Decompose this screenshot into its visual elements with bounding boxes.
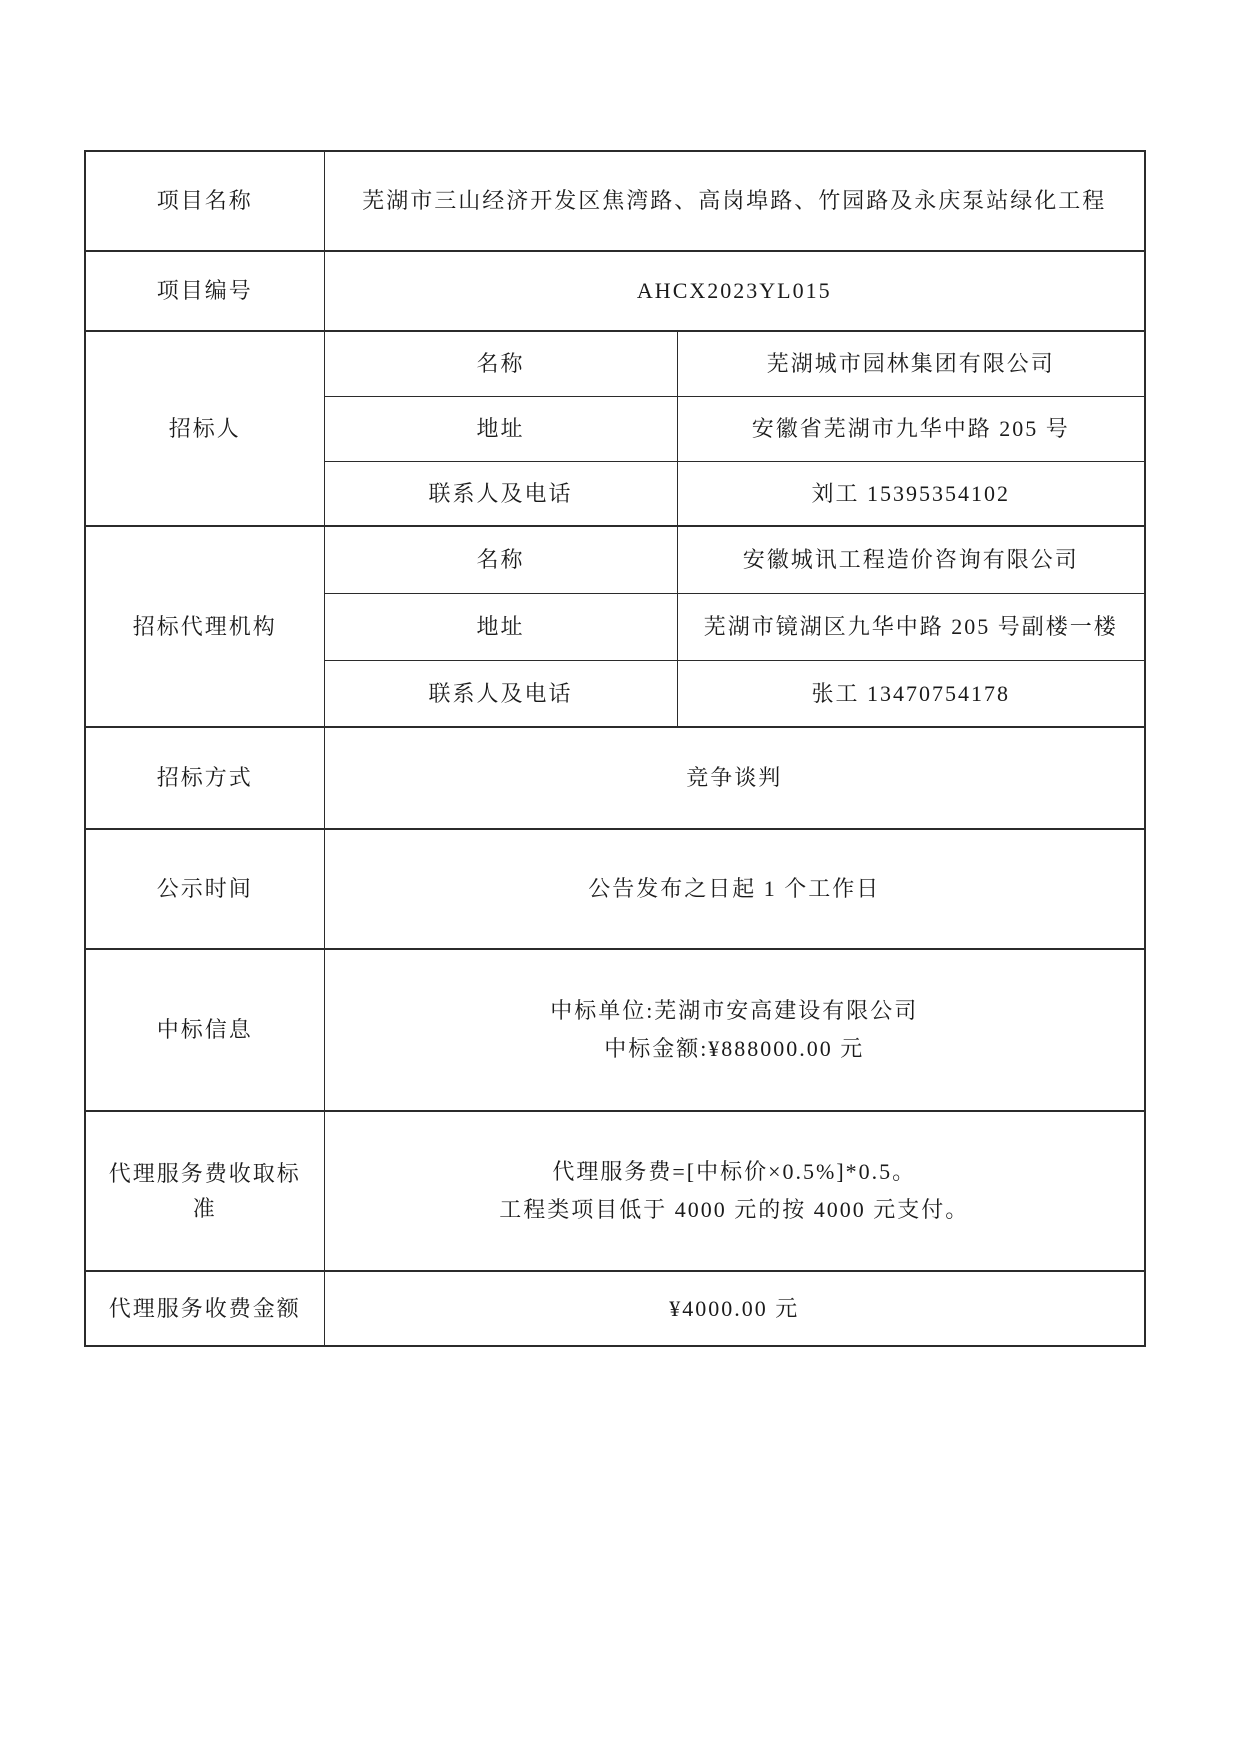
- agency-fee-standard-value: [324, 1111, 1145, 1271]
- table-row: [85, 829, 1145, 949]
- award-info-label: 中标信息: [85, 949, 324, 1111]
- agency-address-label: 地址: [324, 593, 677, 660]
- publicity-period-label: 公示时间: [85, 829, 324, 949]
- table-row: [85, 727, 1145, 829]
- agency-contact-label: 联系人及电话: [324, 660, 677, 727]
- agency-fee-amount-value: ¥4000.00 元: [324, 1271, 1145, 1346]
- tenderer-name-label: 名称: [324, 331, 677, 396]
- project-name-label: 项目名称: [85, 151, 324, 251]
- agency-fee-minimum-line: 工程类项目低于 4000 元的按 4000 元支付。: [499, 1197, 970, 1222]
- table-row: [85, 1271, 1145, 1346]
- table-row: [85, 331, 1145, 396]
- tenderer-label: 招标人: [85, 331, 324, 526]
- table-row: [85, 151, 1145, 251]
- publicity-period-value: 公告发布之日起 1 个工作日: [324, 829, 1145, 949]
- tenderer-contact-label: 联系人及电话: [324, 461, 677, 526]
- agency-fee-standard-label: 代理服务费收取标准: [85, 1111, 324, 1271]
- agency-label: 招标代理机构: [85, 526, 324, 727]
- tenderer-address-label: 地址: [324, 396, 677, 461]
- tender-method-label: 招标方式: [85, 727, 324, 829]
- project-name-value: 芜湖市三山经济开发区焦湾路、高岗埠路、竹园路及永庆泵站绿化工程: [324, 151, 1145, 251]
- table-row: [85, 251, 1145, 331]
- agency-address-value: 芜湖市镜湖区九华中路 205 号副楼一楼: [677, 593, 1145, 660]
- tenderer-contact-value: 刘工 15395354102: [677, 461, 1145, 526]
- tenderer-address-value: 安徽省芜湖市九华中路 205 号: [677, 396, 1145, 461]
- tender-announcement-table: [84, 150, 1146, 1347]
- agency-name-value: 安徽城讯工程造价咨询有限公司: [677, 526, 1145, 593]
- project-number-value: AHCX2023YL015: [324, 251, 1145, 331]
- award-amount-line: 中标金额:¥888000.00 元: [604, 1036, 865, 1061]
- award-winner-line: 中标单位:芜湖市安高建设有限公司: [550, 998, 919, 1023]
- agency-fee-amount-label: 代理服务收费金额: [85, 1271, 324, 1346]
- award-info-value: [324, 949, 1145, 1111]
- tender-method-value: 竞争谈判: [324, 727, 1145, 829]
- agency-name-label: 名称: [324, 526, 677, 593]
- table-row: [85, 1111, 1145, 1271]
- table-row: [85, 949, 1145, 1111]
- agency-contact-value: 张工 13470754178: [677, 660, 1145, 727]
- tenderer-name-value: 芜湖城市园林集团有限公司: [677, 331, 1145, 396]
- table-row: [85, 526, 1145, 593]
- agency-fee-formula-line: 代理服务费=[中标价×0.5%]*0.5。: [552, 1159, 917, 1184]
- project-number-label: 项目编号: [85, 251, 324, 331]
